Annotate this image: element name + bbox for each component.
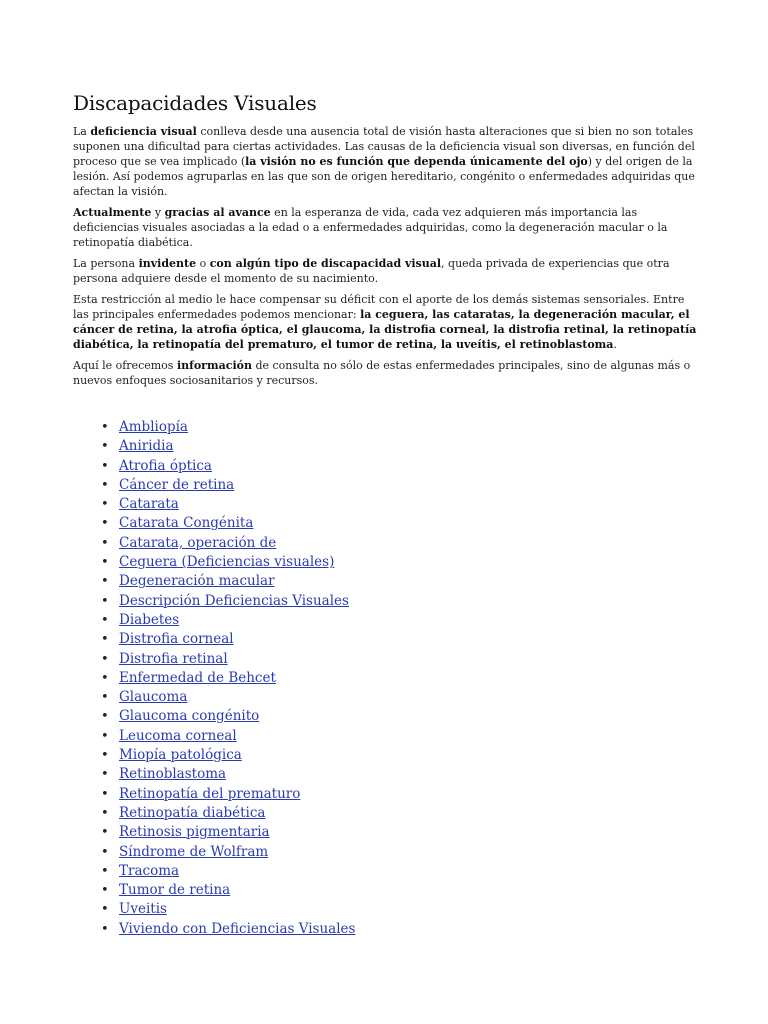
list-item — [101, 650, 703, 669]
bullet-icon: • — [101, 863, 109, 879]
list-item — [101, 669, 703, 688]
list-item — [101, 900, 703, 919]
bullet-icon: • — [101, 883, 109, 899]
list-item — [101, 862, 703, 881]
diseases-paragraph — [73, 292, 703, 352]
bullet-icon: • — [101, 728, 109, 744]
bullet-icon: • — [101, 767, 109, 783]
text-run: Aquí le ofrecemos — [73, 359, 177, 372]
list-item — [101, 611, 703, 630]
bullet-icon: • — [101, 670, 109, 686]
bold-text: con algún tipo de discapacidad visual — [209, 257, 442, 270]
list-item — [101, 514, 703, 533]
text-run: de consulta no sólo de estas enfermedades principales, sino de algunas más o nuevos enfoques sociosanitarios y recursos. — [73, 359, 691, 387]
text-run: en la esperanza de vida, cada vez adquieren más importancia las deficiencias visuales asociadas a la edad o a enfermedades adquiridas, como la degeneración macular o la retinopatía diabética. — [73, 206, 668, 249]
disease-link[interactable]: Retinopatía del prematuro — [119, 785, 301, 802]
age-paragraph — [73, 205, 703, 250]
bullet-icon: • — [101, 805, 109, 821]
disease-link-list — [101, 418, 703, 939]
disease-link[interactable]: Ambliopía — [119, 419, 188, 435]
disease-link[interactable]: Ceguera (Deficiencias visuales) — [119, 554, 335, 571]
bullet-icon: • — [101, 593, 109, 609]
disease-link[interactable]: Uveitis — [119, 901, 167, 918]
disease-link[interactable]: Distrofia corneal — [119, 631, 234, 648]
text-run: La — [73, 125, 91, 138]
disease-link[interactable]: Glaucoma — [119, 689, 188, 706]
list-item — [101, 727, 703, 746]
disease-link[interactable]: Diabetes — [119, 611, 180, 628]
disease-link[interactable]: Miopía patológica — [119, 747, 242, 764]
bullet-icon: • — [101, 574, 109, 590]
list-item — [101, 592, 703, 611]
text-run: o — [196, 257, 210, 270]
bullet-icon: • — [101, 612, 109, 628]
text-run: Esta restricción al medio le hace compensar su déficit con el aporte de los demás sistemas sensoriales. Entre las principales enfermedades podemos mencionar: — [73, 293, 685, 321]
list-item — [101, 457, 703, 476]
list-item — [101, 688, 703, 707]
list-item — [101, 785, 703, 804]
text-run: ) y del origen de la lesión. Así podemos agruparlas en las que son de origen hereditario, congénito o enfermedades adquiridas que afectan la visión. — [73, 155, 695, 198]
disease-link[interactable]: Retinoblastoma — [119, 766, 227, 783]
list-item — [101, 476, 703, 495]
list-item — [101, 765, 703, 784]
bullet-icon: • — [101, 516, 109, 532]
disease-link[interactable]: Catarata — [119, 496, 179, 513]
text-run: . — [613, 338, 617, 351]
text-run: , queda privada de experiencias que otra persona adquiere desde el momento de su nacimiento. — [73, 257, 670, 285]
intro-paragraph — [73, 124, 703, 199]
list-item — [101, 553, 703, 572]
list-item — [101, 804, 703, 823]
disease-link[interactable]: Catarata, operación de — [119, 534, 277, 551]
disease-link[interactable]: Atrofia óptica — [119, 457, 212, 474]
disease-link[interactable]: Glaucoma congénito — [119, 708, 260, 725]
bullet-icon: • — [101, 844, 109, 860]
bullet-icon: • — [101, 535, 109, 551]
disease-link[interactable]: Leucoma corneal — [119, 727, 237, 744]
bullet-icon: • — [101, 825, 109, 841]
text-run: La persona — [73, 257, 139, 270]
disease-link[interactable]: Descripción Deficiencias Visuales — [119, 592, 349, 609]
list-item — [101, 881, 703, 900]
disease-link[interactable]: Retinosis pigmentaria — [119, 824, 270, 841]
bold-text: gracias al avance — [164, 206, 271, 219]
disease-link[interactable]: Tumor de retina — [119, 882, 231, 899]
disease-link[interactable]: Distrofia retinal — [119, 650, 228, 667]
disease-link[interactable]: Tracoma — [119, 862, 180, 879]
bullet-icon: • — [101, 458, 109, 474]
bullet-icon: • — [101, 651, 109, 667]
disease-link[interactable]: Enfermedad de Behcet — [119, 669, 276, 686]
bullet-icon: • — [101, 690, 109, 706]
list-item — [101, 823, 703, 842]
text-run: y — [151, 206, 165, 219]
list-item — [101, 707, 703, 726]
bullet-icon: • — [101, 555, 109, 571]
list-item — [101, 630, 703, 649]
disease-link[interactable]: Catarata Congénita — [119, 515, 254, 532]
bold-text: la visión no es función que dependa únicamente del ojo — [245, 155, 588, 168]
bullet-icon: • — [101, 902, 109, 918]
list-item — [101, 920, 703, 939]
list-item — [101, 843, 703, 862]
page-title: Discapacidades Visuales — [73, 91, 317, 115]
bullet-icon: • — [101, 921, 109, 937]
list-item — [101, 746, 703, 765]
bullet-icon: • — [101, 748, 109, 764]
list-item — [101, 418, 703, 437]
bullet-icon: • — [101, 786, 109, 802]
document-page — [73, 90, 703, 939]
disease-link[interactable]: Síndrome de Wolfram — [119, 843, 269, 860]
disease-link[interactable]: Aniridia — [119, 438, 174, 455]
text-run: conlleva desde una ausencia total de visión hasta alteraciones que si bien no son totales suponen una dificultad para ciertas actividades. Las causas de la deficiencia visual son diversas, en función del proceso que se vea implicado ( — [73, 125, 695, 168]
list-item — [101, 572, 703, 591]
bullet-icon: • — [101, 497, 109, 513]
disease-link[interactable]: Retinopatía diabética — [119, 804, 266, 821]
bold-text: deficiencia visual — [90, 125, 197, 138]
info-paragraph — [73, 358, 703, 388]
bold-text: la ceguera, las cataratas, la degeneración macular, el cáncer de retina, la atrofia óptica, el glaucoma, la distrofia corneal, la distrofia retinal, la retinopatía diabética, la retinopatía del prematuro, el tumor de retina, la uveítis, el retinoblastoma — [73, 308, 697, 351]
bullet-icon: • — [101, 632, 109, 648]
list-item — [101, 495, 703, 514]
disease-link[interactable]: Viviendo con Deficiencias Visuales — [119, 920, 356, 937]
list-item — [101, 534, 703, 553]
list-item — [101, 437, 703, 456]
bold-text: Actualmente — [73, 206, 152, 219]
bullet-icon: • — [101, 709, 109, 725]
person-paragraph — [73, 256, 703, 286]
bold-text: información — [176, 359, 252, 372]
bullet-icon: • — [101, 439, 109, 455]
bullet-icon: • — [101, 477, 109, 493]
disease-link[interactable]: Degeneración macular — [119, 573, 275, 590]
disease-link[interactable]: Cáncer de retina — [119, 476, 235, 493]
bold-text: invidente — [138, 257, 197, 270]
bullet-icon: • — [101, 420, 109, 435]
